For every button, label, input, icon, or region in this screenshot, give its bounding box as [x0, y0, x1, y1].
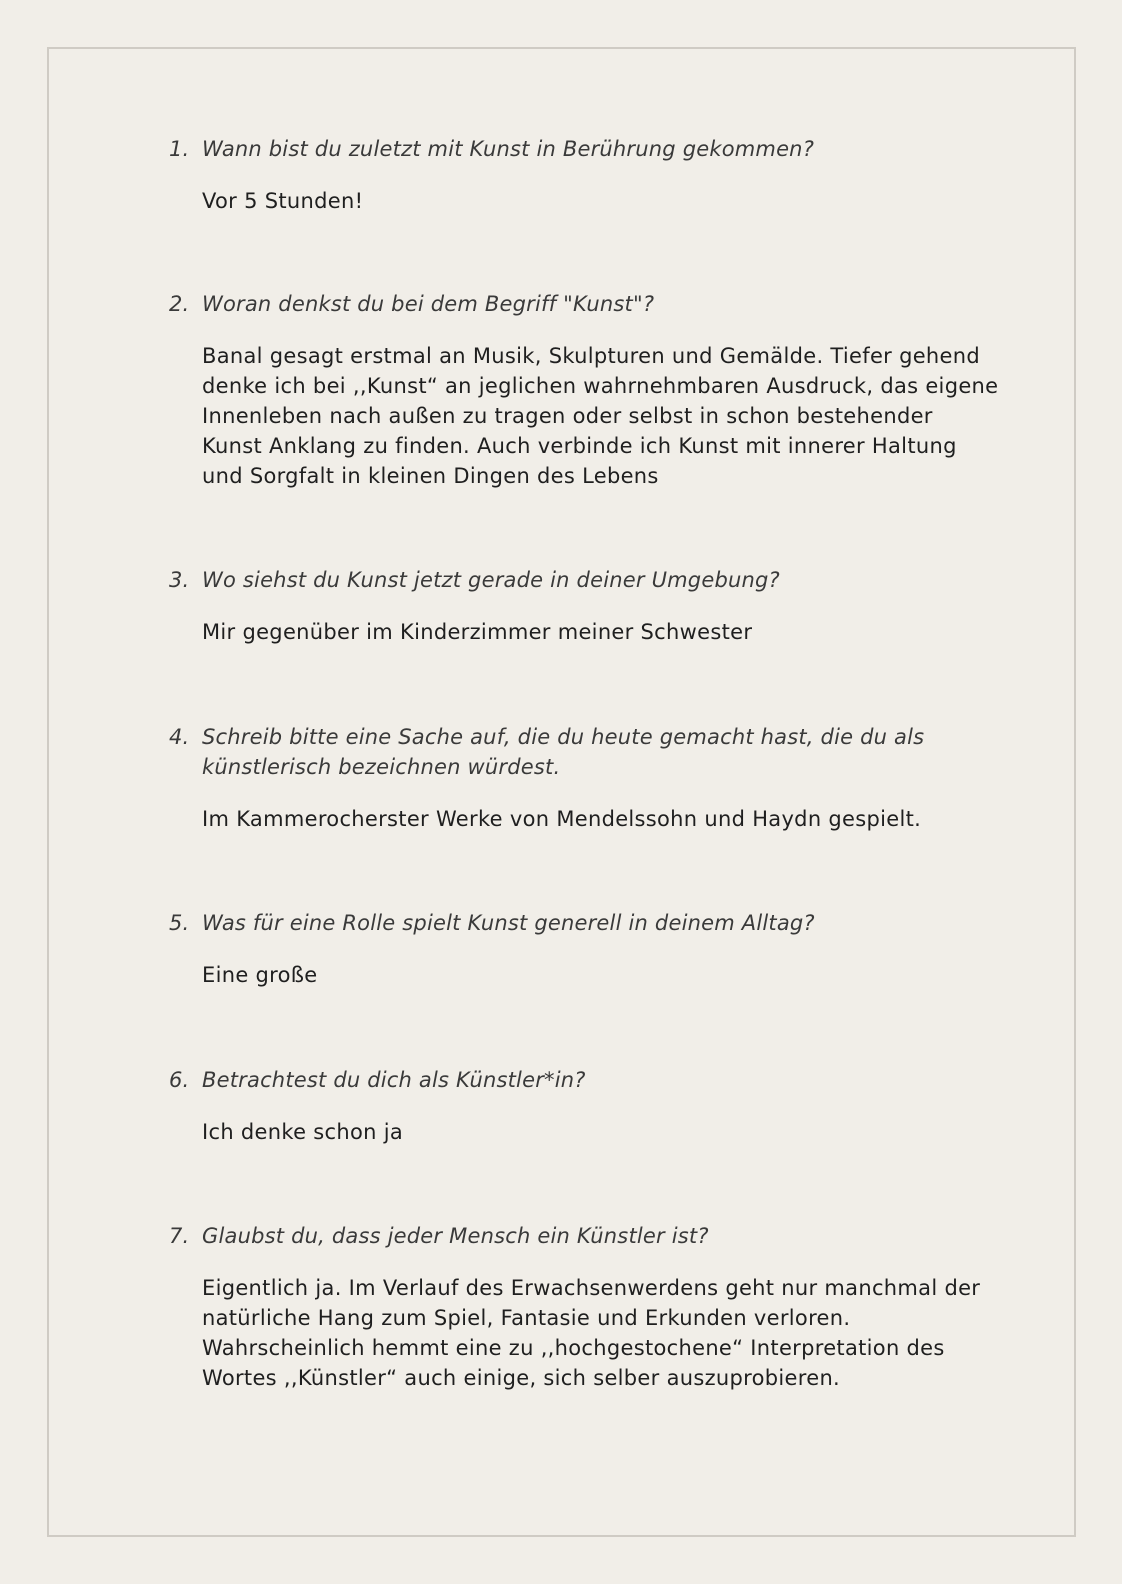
answer-text: Eigentlich ja. Im Verlauf des Erwachsenwerdens geht nur manchmal der natürliche Hang zum Spiel, Fantasie und Erkunden verloren. Wahrscheinlich hemmt eine zu ,,hochgestochene“ Interpretation des Wortes ,,Künstler“ auch einige, sich selber auszuprobieren.	[202, 1276, 981, 1390]
question-item-7	[169, 1221, 999, 1393]
question	[169, 908, 999, 938]
question-text: Schreib bitte eine Sache auf, die du heute gemacht hast, die du als künstlerisch bezeichnen würdest.	[202, 725, 925, 779]
question	[169, 289, 999, 319]
question-item-5	[169, 908, 999, 990]
question-number: 4.	[169, 725, 190, 749]
question-number: 1.	[169, 137, 190, 161]
question-text: Glaubst du, dass jeder Mensch ein Künstler ist?	[202, 1224, 709, 1248]
question	[169, 1065, 999, 1095]
answer-text: Vor 5 Stunden!	[202, 189, 364, 213]
question	[169, 565, 999, 595]
answer-text: Banal gesagt erstmal an Musik, Skulpturen und Gemälde. Tiefer gehend denke ich bei ,,Kunst“ an jeglichen wahrnehmbaren Ausdruck, das eigene Innenleben nach außen zu tragen oder selbst in schon bestehender Kunst Anklang zu finden. Auch verbinde ich Kunst mit innerer Haltung und Sorgfalt in kleinen Dingen des Lebens	[202, 344, 999, 488]
question-number: 7.	[169, 1224, 190, 1248]
question-item-2	[169, 289, 999, 491]
question-item-6	[169, 1065, 999, 1147]
question-item-3	[169, 565, 999, 647]
question-text: Woran denkst du bei dem Begriff "Kunst"?	[202, 292, 655, 316]
question	[169, 1221, 999, 1251]
question-item-1	[169, 134, 999, 216]
question-text: Betrachtest du dich als Künstler*in?	[202, 1068, 586, 1092]
question-text: Wann bist du zuletzt mit Kunst in Berührung gekommen?	[202, 137, 815, 161]
question-number: 3.	[169, 568, 190, 592]
question-text: Was für eine Rolle spielt Kunst generell in deinem Alltag?	[202, 911, 815, 935]
answer-text: Mir gegenüber im Kinderzimmer meiner Schwester	[202, 620, 753, 644]
question-number: 6.	[169, 1068, 190, 1092]
question-text: Wo siehst du Kunst jetzt gerade in deiner Umgebung?	[202, 568, 780, 592]
question-number: 2.	[169, 292, 190, 316]
answer-text: Ich denke schon ja	[202, 1120, 404, 1144]
question	[169, 134, 999, 164]
answer-text: Eine große	[202, 963, 318, 987]
question	[169, 722, 999, 782]
answer-text: Im Kammerocherster Werke von Mendelssohn und Haydn gespielt.	[202, 807, 922, 831]
question-number: 5.	[169, 911, 190, 935]
question-item-4	[169, 722, 999, 834]
